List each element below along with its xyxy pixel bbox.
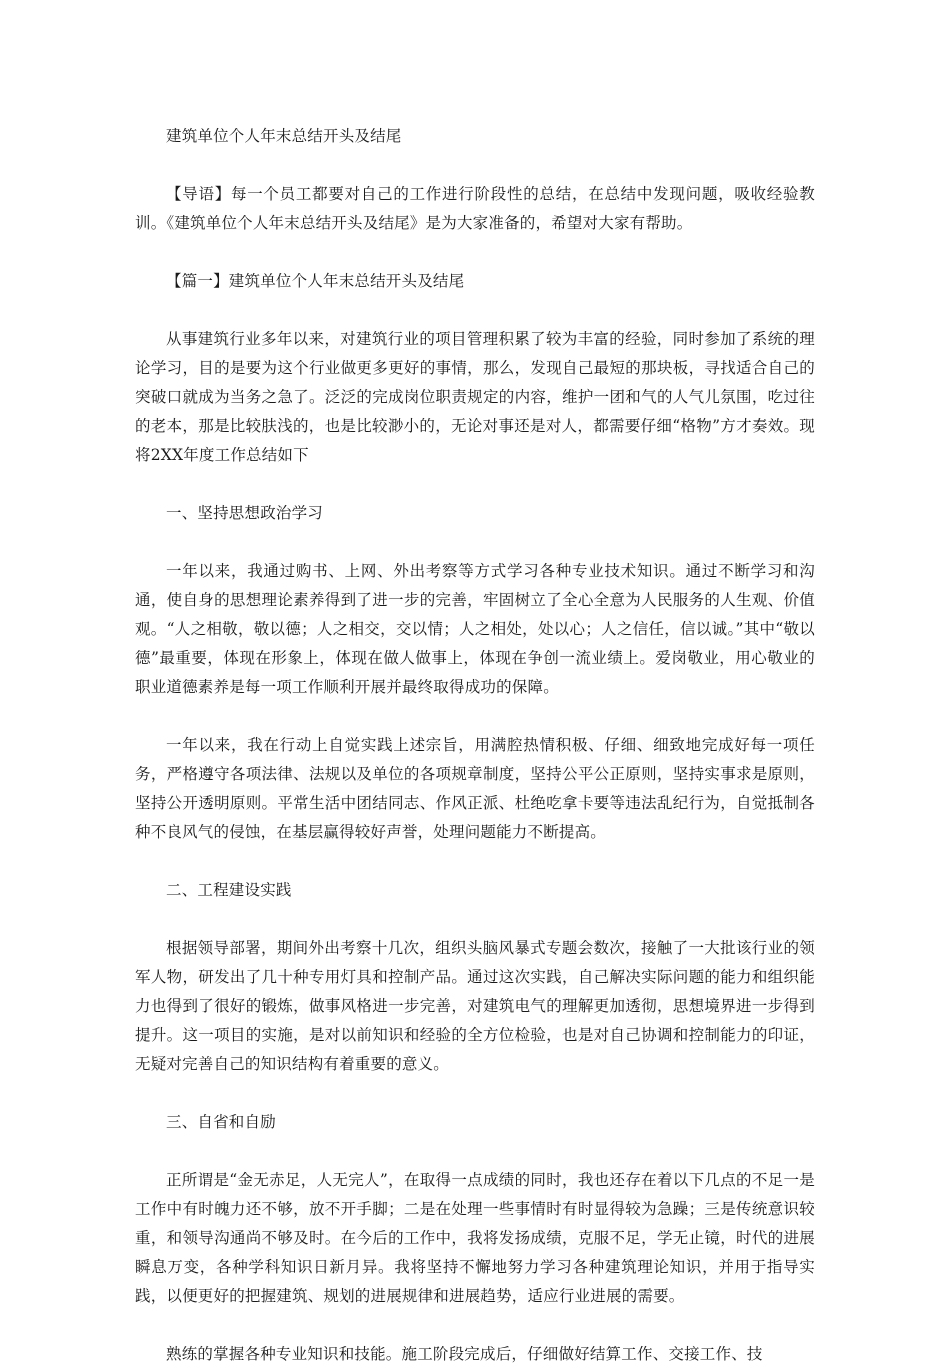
section-2-paragraph-1: 根据领导部署，期间外出考察十几次，组织头脑风暴式专题会数次，接触了一大批该行业的领军人物，研发出了几十种专用灯具和控制产品。通过这次实践，自己解决实际问题的能力和组织能力也得到了很好的锻炼，做事风格进一步完善，对建筑电气的理解更加透彻，思想境界进一步得到提升。这一项目的实施，是对以前知识和经验的全方位检验，也是对自己协调和控制能力的印证，无疑对完善自己的知识结构有着重要的意义。	[135, 939, 815, 1073]
section-heading-3: 三、自省和自励	[166, 1113, 276, 1131]
section-1-paragraph-2: 一年以来，我在行动上自觉实践上述宗旨，用满腔热情积极、仔细、细致地完成好每一项任务，严格遵守各项法律、法规以及单位的各项规章制度，坚持公平公正原则，坚持实事求是原则，坚持公开透明原则。平常生活中团结同志、作风正派、杜绝吃拿卡要等违法乱纪行为，自觉抵制各种不良风气的侵蚀，在基层赢得较好声誉，处理问题能力不断提高。	[135, 736, 815, 841]
document-title: 建筑单位个人年末总结开头及结尾	[166, 127, 402, 145]
section-heading-1: 一、坚持思想政治学习	[166, 504, 324, 522]
section-heading-2: 二、工程建设实践	[166, 881, 292, 899]
document-page	[135, 122, 815, 1369]
opening-paragraph: 从事建筑行业多年以来，对建筑行业的项目管理积累了较为丰富的经验，同时参加了系统的理论学习，目的是要为这个行业做更多更好的事情，那么，发现自己最短的那块板，寻找适合自己的突破口就成为当务之急了。泛泛的完成岗位职责规定的内容，维护一团和气的人气儿氛围，吃过往的老本，那是比较肤浅的，也是比较渺小的，无论对事还是对人，都需要仔细“格物”方才奏效。现将2XX年度工作总结如下	[135, 330, 815, 464]
intro-paragraph: 【导语】每一个员工都要对自己的工作进行阶段性的总结，在总结中发现问题，吸收经验教训。《建筑单位个人年末总结开头及结尾》是为大家准备的，希望对大家有帮助。	[135, 185, 815, 232]
section-3-paragraph-1: 正所谓是“金无赤足，人无完人”，在取得一点成绩的同时，我也还存在着以下几点的不足一是工作中有时魄力还不够，放不开手脚；二是在处理一些事情时有时显得较为急躁；三是传统意识较重，和领导沟通尚不够及时。在今后的工作中，我将发扬成绩，克服不足，学无止镜，时代的进展瞬息万变，各种学科知识日新月异。我将坚持不懈地努力学习各种建筑理论知识，并用于指导实践，以便更好的把握建筑、规划的进展规律和进展趋势，适应行业进展的需要。	[135, 1171, 815, 1305]
section-1-paragraph-1: 一年以来，我通过购书、上网、外出考察等方式学习各种专业技术知识。通过不断学习和沟通，使自身的思想理论素养得到了进一步的完善，牢固树立了全心全意为人民服务的人生观、价值观。“人之相敬，敬以德；人之相交，交以情；人之相处，处以心；人之信任，信以诚。”其中“敬以德”最重要，体现在形象上，体现在做人做事上，体现在争创一流业绩上。爱岗敬业，用心敬业的职业道德素养是每一项工作顺利开展并最终取得成功的保障。	[135, 562, 815, 696]
chapter-heading: 【篇一】建筑单位个人年末总结开头及结尾	[166, 272, 465, 290]
closing-paragraph: 熟练的掌握各种专业知识和技能。施工阶段完成后，仔细做好结算工作、交接工作、技	[166, 1345, 763, 1363]
